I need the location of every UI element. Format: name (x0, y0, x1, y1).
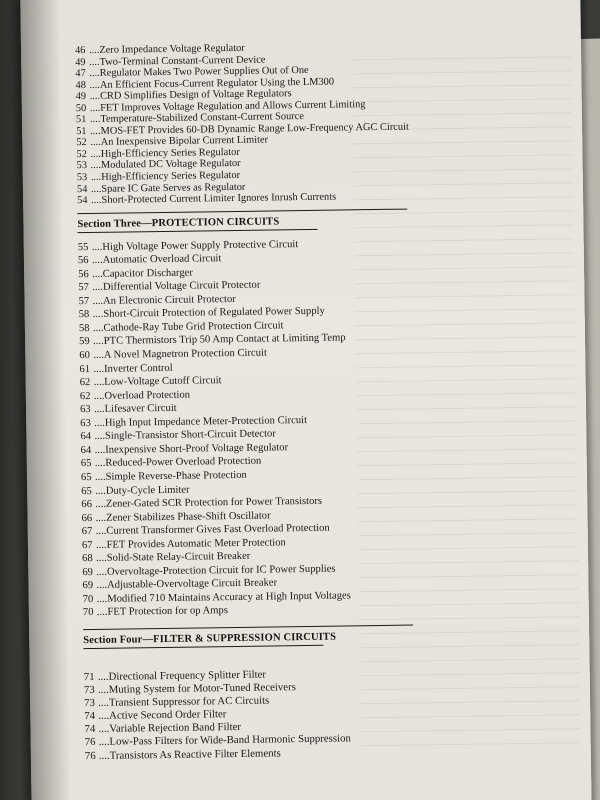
dot-leader: .... (94, 444, 106, 456)
page-number: 52 (76, 137, 87, 149)
dot-leader: .... (94, 417, 105, 429)
entry-title: Zener Stabilizes Phase-Shift Oscillator (106, 510, 271, 524)
page-number: 62 (79, 390, 91, 402)
entry-title: Single-Transistor Short-Circuit Detector (104, 428, 276, 443)
section-four-list (84, 665, 555, 763)
page-number: 69 (82, 580, 94, 592)
entry-title: Current Transformer Gives Fast Overload Protection (106, 522, 330, 537)
page-number: 51 (76, 125, 87, 138)
entry-title: Muting System for Motor-Tuned Receivers (108, 681, 296, 696)
dot-leader: .... (98, 710, 110, 723)
dot-leader: .... (89, 56, 100, 68)
dot-leader: .... (91, 241, 103, 253)
section-three-heading: Section Three—PROTECTION CIRCUITS (77, 216, 280, 230)
entry-title: An Electronic Circuit Protector (103, 293, 236, 307)
dot-leader: .... (91, 194, 102, 207)
page-number: 56 (77, 255, 89, 267)
entry-title: FET Provides Automatic Meter Protection (106, 536, 286, 551)
dot-leader: .... (95, 539, 107, 551)
dot-leader: .... (96, 566, 107, 578)
page-number: 48 (75, 79, 86, 91)
page-number: 55 (77, 241, 89, 253)
entry-title: Regulator Makes Two Power Supplies Out of One (99, 65, 309, 79)
page-number: 74 (84, 723, 96, 736)
page-number: 63 (80, 417, 91, 429)
page-number: 57 (78, 282, 90, 294)
entry-title: MOS-FET Provides 60-DB Dynamic Range Low-Frequency AGC Circuit (100, 121, 409, 137)
page-number: 66 (81, 499, 93, 511)
dot-leader: .... (93, 363, 105, 375)
entry-title: FET Protection for op Amps (107, 605, 228, 619)
dot-leader: .... (90, 137, 101, 149)
page-number: 76 (84, 736, 96, 749)
entry-title: High-Efficiency Series Regulator (100, 146, 240, 160)
section-three-list (78, 234, 553, 620)
entry-title: Reduced-Power Overload Protection (105, 456, 262, 470)
entry-title: An Efficient Focus-Current Regulator Using the LM300 (99, 76, 335, 91)
page-number: 69 (82, 566, 93, 578)
dot-leader: .... (93, 376, 105, 389)
entry-title: High-Efficiency Series Regulator (101, 169, 241, 183)
page-number: 62 (79, 377, 91, 389)
dot-leader: .... (90, 171, 102, 183)
page-number: 50 (75, 102, 87, 114)
page-number: 64 (80, 431, 92, 443)
entry-title: Variable Rejection Band Filter (109, 721, 241, 736)
section-divider (83, 624, 413, 630)
entry-title: Differential Voltage Circuit Protector (102, 279, 261, 294)
contents-list (75, 39, 555, 763)
dot-leader: .... (95, 525, 107, 538)
entry-title: Spare IC Gate Serves as Regulator (101, 181, 246, 195)
entry-title: Overload Protection (104, 389, 191, 402)
entry-title: Lifesaver Circuit (104, 403, 177, 416)
dot-leader: .... (89, 114, 101, 126)
page-number: 68 (82, 553, 93, 565)
page-number: 65 (80, 458, 92, 470)
page-number: 58 (78, 309, 90, 321)
entry-title: Short-Protected Current Limiter Ignores Inrush Currents (101, 191, 337, 206)
entry-title: PTC Thermistors Trip 50 Amp Contact at Limiting Temp (103, 332, 346, 348)
entry-title: High Voltage Power Supply Protective Circuit (102, 238, 299, 253)
page-number: 57 (78, 295, 90, 308)
entry-title: Adjustable-Overvoltage Circuit Breaker (107, 577, 278, 592)
page-number: 76 (84, 749, 96, 762)
dot-leader: .... (89, 79, 100, 91)
entry-title: Directional Frequency Splitter Filter (108, 668, 267, 683)
page-number: 52 (76, 148, 87, 161)
entry-title: Cathode-Ray Tube Grid Protection Circuit (103, 320, 284, 334)
dot-leader: .... (98, 736, 110, 749)
entry-title: Duty-Cycle Limiter (105, 484, 190, 497)
page-number: 65 (81, 485, 92, 497)
dot-leader: .... (92, 322, 104, 334)
page-number: 46 (74, 45, 86, 57)
dot-leader: .... (89, 67, 100, 80)
dot-leader: .... (89, 91, 101, 103)
entry-title: Inexpensive Short-Proof Voltage Regulator (105, 442, 289, 456)
dot-leader: .... (93, 404, 105, 416)
page-number: 63 (79, 404, 91, 416)
dot-leader: .... (96, 580, 108, 592)
dot-leader: .... (97, 683, 109, 696)
dot-leader: .... (96, 593, 108, 605)
page-number: 67 (81, 539, 93, 551)
entry-title: Zener-Gated SCR Protection for Power Transistors (105, 495, 323, 510)
page-number: 53 (76, 172, 88, 184)
entry-title: Low-Voltage Cutoff Circuit (104, 375, 222, 388)
dot-leader: .... (93, 349, 104, 361)
page-number: 73 (84, 697, 96, 710)
dot-leader: .... (98, 749, 110, 762)
page-number: 49 (75, 56, 86, 68)
entry-title: Low-Pass Filters for Wide-Band Harmonic Suppression (109, 732, 351, 749)
entry-title: Automatic Overload Circuit (102, 253, 222, 267)
dot-leader: .... (95, 498, 107, 510)
page-number: 67 (81, 526, 93, 538)
entry-title: CRD Simplifies Design of Voltage Regulators (99, 88, 292, 103)
dot-leader: .... (90, 160, 102, 172)
page-number: 51 (75, 114, 87, 126)
page-number: 58 (78, 322, 90, 335)
entry-title: Active Second Order Filter (109, 708, 227, 723)
entry-title: High Input Impedance Meter-Protection Circuit (104, 414, 308, 429)
dot-leader: .... (95, 485, 106, 497)
page-number: 71 (83, 670, 95, 684)
entry-title: Inverter Control (103, 362, 173, 375)
page-number: 47 (75, 68, 86, 80)
entry-title: Temperature-Stabilized Constant-Current Source (100, 111, 305, 126)
page-number: 74 (84, 710, 96, 723)
entry-title: A Novel Magnetron Protection Circuit (103, 347, 267, 361)
dot-leader: .... (92, 309, 104, 321)
dot-leader: .... (94, 471, 106, 483)
dot-leader: .... (92, 268, 103, 280)
entry-title: Transient Suppressor for AC Circuits (108, 694, 270, 709)
dot-leader: .... (90, 125, 101, 137)
dot-leader: .... (95, 512, 107, 524)
page-number: 66 (81, 512, 93, 524)
dot-leader: .... (93, 336, 104, 348)
page-number: 54 (76, 183, 88, 195)
page-number: 49 (75, 91, 87, 103)
entry-title: Solid-State Relay-Circuit Breaker (106, 551, 251, 565)
entry-title: An Inexpensive Bipolar Current Limiter (100, 134, 269, 149)
dot-leader: .... (93, 390, 105, 402)
entry-title: Overvoltage-Protection Circuit for IC Power Supplies (106, 563, 336, 578)
dot-leader: .... (90, 183, 102, 195)
dot-leader: .... (92, 295, 104, 307)
page-number: 65 (80, 471, 92, 484)
dot-leader: .... (90, 148, 101, 160)
page-number: 73 (83, 684, 95, 697)
book-page (20, 0, 592, 800)
dot-leader: .... (98, 723, 110, 736)
dot-leader: .... (94, 458, 106, 470)
dot-leader: .... (98, 696, 110, 710)
dot-leader: .... (92, 282, 104, 294)
dot-leader: .... (94, 431, 106, 443)
page-number: 61 (79, 363, 91, 375)
page-number: 60 (79, 350, 90, 362)
page-number: 54 (77, 195, 88, 207)
page-number: 70 (82, 607, 94, 619)
entry-title: Short-Circuit Protection of Regulated Power Supply (103, 306, 325, 321)
page-number: 59 (79, 336, 90, 348)
dot-leader: .... (96, 607, 108, 619)
dot-leader: .... (96, 553, 107, 565)
section-divider (77, 208, 407, 214)
entry-title: Modulated DC Voltage Regulator (100, 158, 241, 172)
entry-title: Two-Terminal Constant-Current Device (99, 54, 266, 68)
entry-title: Transistors As Reactive Filter Elements (109, 746, 281, 762)
entry-title: Capacitor Discharger (102, 267, 193, 280)
page-number: 70 (82, 593, 94, 606)
entry-title: Modified 710 Maintains Accuracy at High Input Voltages (107, 590, 351, 605)
dot-leader: .... (91, 255, 103, 267)
section-two-list (75, 39, 547, 207)
entry-title: Simple Reverse-Phase Protection (105, 469, 247, 483)
page-number: 53 (76, 160, 88, 172)
section-four-heading: Section Four—FILTER & SUPPRESSION CIRCUITS (83, 631, 337, 647)
page-number: 64 (80, 444, 92, 457)
dot-leader: .... (89, 102, 101, 114)
entry-title: Zero Impedance Voltage Regulator (99, 42, 245, 56)
entry-title: FET Improves Voltage Regulation and Allows Current Limiting (100, 98, 366, 114)
dot-leader: .... (97, 670, 109, 683)
dot-leader: .... (88, 44, 100, 56)
page-number: 56 (78, 268, 89, 280)
